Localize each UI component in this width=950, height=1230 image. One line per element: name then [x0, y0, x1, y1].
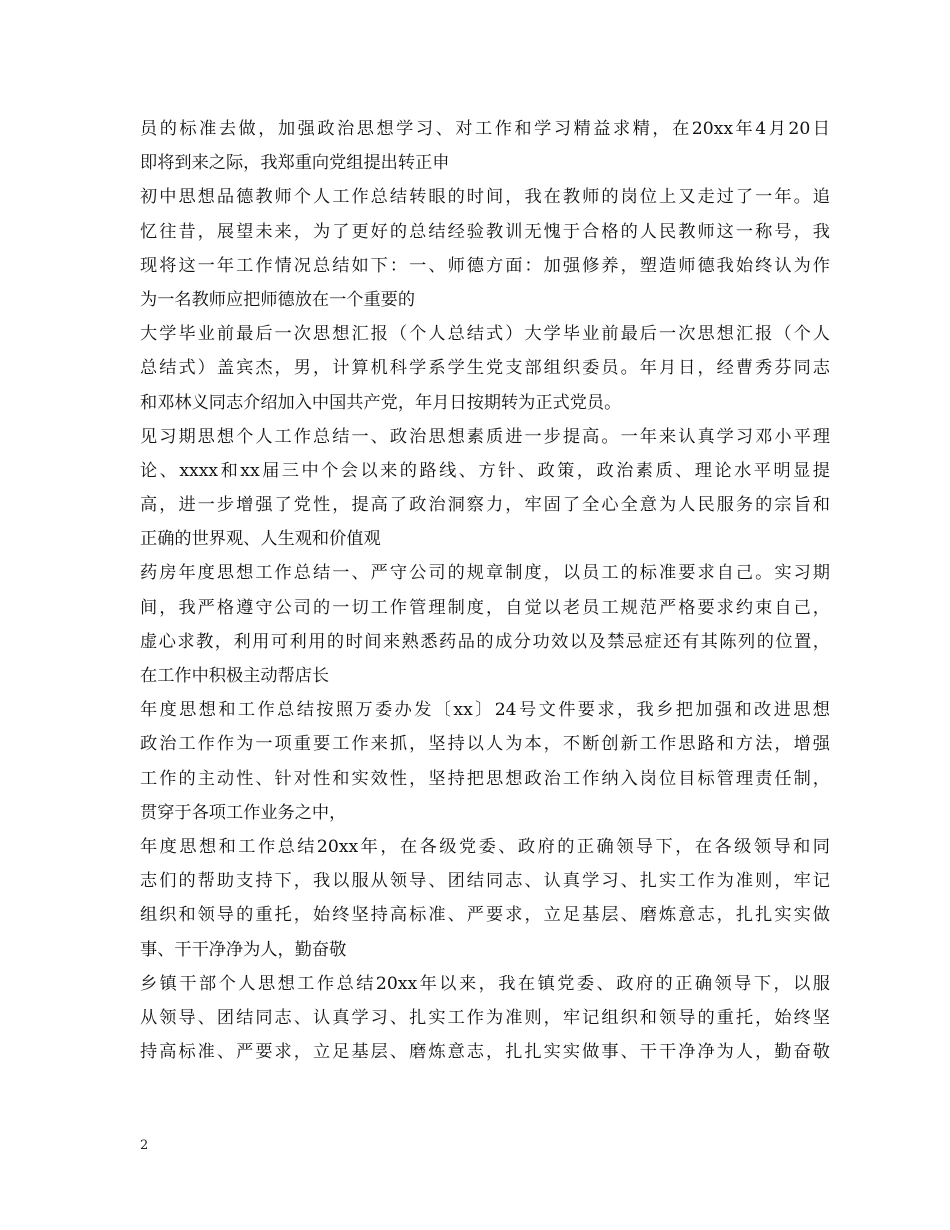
text-line-9: 和邓林义同志介绍加入中国共产党，年月日按期转为正式党员。 — [140, 392, 622, 413]
text-line-3: 初中思想品德教师个人工作总结转眼的时间，我在教师的岗位上又走过了一年。追 — [140, 187, 830, 208]
text-line-25: 事、干干净净为人，勤奋敬 — [140, 939, 347, 960]
text-line-6: 为一名教师应把师德放在一个重要的 — [140, 289, 416, 310]
text-line-8: 总结式）盖宾杰，男，计算机科学系学生党支部组织委员。年月日，经曹秀芬同志 — [140, 358, 830, 379]
text-line-10: 见习期思想个人工作总结一、政治思想素质进一步提高。一年来认真学习邓小平理 — [140, 426, 830, 447]
text-line-27: 从领导、团结同志、认真学习、扎实工作为准则，牢记组织和领导的重托，始终坚 — [140, 1007, 830, 1028]
text-line-18: 年度思想和工作总结按照万委办发〔xx〕24号文件要求，我乡把加强和改进思想 — [140, 700, 830, 721]
text-line-22: 年度思想和工作总结20xx年，在各级党委、政府的正确领导下，在各级领导和同 — [140, 836, 830, 857]
text-line-19: 政治工作作为一项重要工作来抓，坚持以人为本，不断创新工作思路和方法，增强 — [140, 734, 830, 755]
text-line-2: 即将到来之际，我郑重向党组提出转正申 — [140, 153, 450, 174]
text-line-13: 正确的世界观、人生观和价值观 — [140, 529, 381, 550]
text-line-16: 虚心求教，利用可利用的时间来熟悉药品的成分功效以及禁忌症还有其陈列的位置， — [140, 631, 830, 652]
text-line-17: 在工作中积极主动帮店长 — [140, 666, 330, 686]
text-line-11: 论、xxxx和xx届三中个会以来的路线、方针、政策，政治素质、理论水平明显提 — [140, 460, 830, 481]
text-line-5: 现将这一年工作情况总结如下：一、师德方面：加强修养，塑造师德我始终认为作 — [140, 255, 830, 276]
body-text — [140, 112, 830, 1069]
text-line-23: 志们的帮助支持下，我以服从领导、团结同志、认真学习、扎实工作为准则，牢记 — [140, 871, 830, 892]
text-line-20: 工作的主动性、针对性和实效性，坚持把思想政治工作纳入岗位目标管理责任制， — [140, 768, 830, 789]
text-line-28: 持高标准、严要求，立足基层、磨炼意志，扎扎实实做事、干干净净为人，勤奋敬 — [140, 1042, 830, 1063]
text-line-15: 间，我严格遵守公司的一切工作管理制度，自觉以老员工规范严格要求约束自己， — [140, 597, 830, 618]
text-line-7: 大学毕业前最后一次思想汇报（个人总结式）大学毕业前最后一次思想汇报（个人 — [140, 324, 830, 345]
text-line-4: 忆往昔，展望未来，为了更好的总结经验教训无愧于合格的人民教师这一称号，我 — [140, 221, 830, 242]
text-line-12: 高，进一步增强了党性，提高了政治洞察力，牢固了全心全意为人民服务的宗旨和 — [140, 495, 830, 516]
page-number: 2 — [140, 1138, 149, 1153]
text-line-1: 员的标准去做，加强政治思想学习、对工作和学习精益求精，在20xx年4月20日 — [140, 119, 830, 139]
text-line-21: 贯穿于各项工作业务之中， — [140, 802, 347, 823]
text-line-26: 乡镇干部个人思想工作总结20xx年以来，我在镇党委、政府的正确领导下，以服 — [140, 973, 830, 994]
text-line-14: 药房年度思想工作总结一、严守公司的规章制度，以员工的标准要求自己。实习期 — [140, 563, 830, 584]
text-line-24: 组织和领导的重托，始终坚持高标准、严要求，立足基层、磨炼意志，扎扎实实做 — [140, 905, 830, 926]
